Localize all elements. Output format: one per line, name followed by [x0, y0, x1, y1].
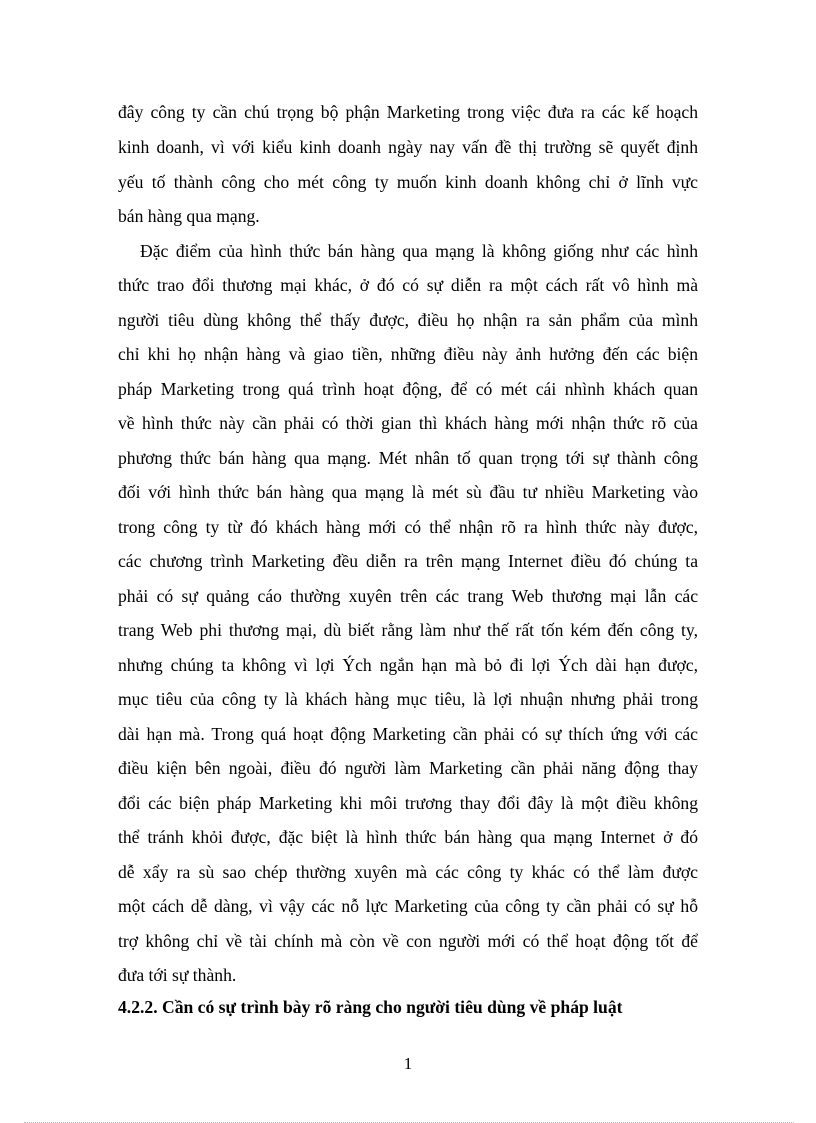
- text-line: Đặc điểm của hình thức bán hàng qua mạng là không giống như các hình: [140, 241, 698, 261]
- text-line: phải có sự quảng cáo thường xuyên trên các trang Web thương mại lẫn các: [118, 586, 698, 606]
- text-line: người tiêu dùng không thể thấy được, điều họ nhận ra sản phẩm của mình: [118, 310, 698, 330]
- text-line: pháp Marketing trong quá trình hoạt động, để có mét cái nhình khách quan: [118, 379, 698, 399]
- text-line: thể tránh khỏi được, đặc biệt là hình thức bán hàng qua mạng Internet ở đó: [118, 827, 698, 847]
- text-line: các chương trình Marketing đều diễn ra trên mạng Internet điều đó chúng ta: [118, 551, 698, 571]
- text-line: bán hàng qua mạng.: [118, 206, 260, 226]
- text-line: yếu tố thành công cho mét công ty muốn kinh doanh không chỉ ở lĩnh vực: [118, 172, 698, 192]
- text-line: về hình thức này cần phải có thời gian thì khách hàng mới nhận thức rõ của: [118, 413, 698, 433]
- text-line: trợ không chỉ về tài chính mà còn về con người mới có thể hoạt động tốt để: [118, 931, 698, 951]
- text-line: đổi các biện pháp Marketing khi môi trương thay đổi đây là một điều không: [118, 793, 698, 813]
- text-line: phương thức bán hàng qua mạng. Mét nhân tố quan trọng tới sự thành công: [118, 448, 698, 468]
- page-number: 1: [403, 1054, 413, 1073]
- text-line: trong công ty từ đó khách hàng mới có thể nhận rõ ra hình thức này được,: [118, 517, 698, 537]
- text-line: một cách dễ dàng, vì vậy các nỗ lực Marketing của công ty cần phải có sự hỗ: [118, 896, 698, 916]
- text-line: kinh doanh, vì với kiểu kinh doanh ngày nay vấn đề thị trường sẽ quyết định: [118, 137, 698, 157]
- text-line: điều kiện bên ngoài, điều đó người làm Marketing cần phải năng động thay: [118, 758, 698, 778]
- text-line: đây công ty cần chú trọng bộ phận Marketing trong việc đưa ra các kế hoạch: [118, 102, 698, 122]
- text-line: dễ xẩy ra sù sao chép thường xuyên mà các công ty khác có thể làm được: [118, 862, 698, 882]
- text-line: mục tiêu của công ty là khách hàng mục tiêu, là lợi nhuận nhưng phải trong: [118, 689, 698, 709]
- text-line: thức trao đổi thương mại khác, ở đó có sự diễn ra một cách rất vô hình mà: [118, 275, 698, 295]
- text-line: đối với hình thức bán hàng qua mạng là mét sù đầu tư nhiều Marketing vào: [118, 482, 698, 502]
- text-line: dài hạn mà. Trong quá hoạt động Marketing cần phải có sự thích ứng với các: [118, 724, 698, 744]
- text-line: đưa tới sự thành.: [118, 965, 237, 985]
- text-line: nhưng chúng ta không vì lợi Ých ngắn hạn mà bỏ đi lợi Ých dài hạn được,: [118, 655, 698, 675]
- text-line: chỉ khi họ nhận hàng và giao tiền, những điều này ảnh hưởng đến các biện: [118, 344, 698, 364]
- text-line: trang Web phi thương mại, dù biết rằng làm như thế rất tốn kém đến công ty,: [118, 620, 698, 640]
- section-heading: 4.2.2. Cần có sự trình bày rõ ràng cho người tiêu dùng về pháp luật: [118, 997, 623, 1017]
